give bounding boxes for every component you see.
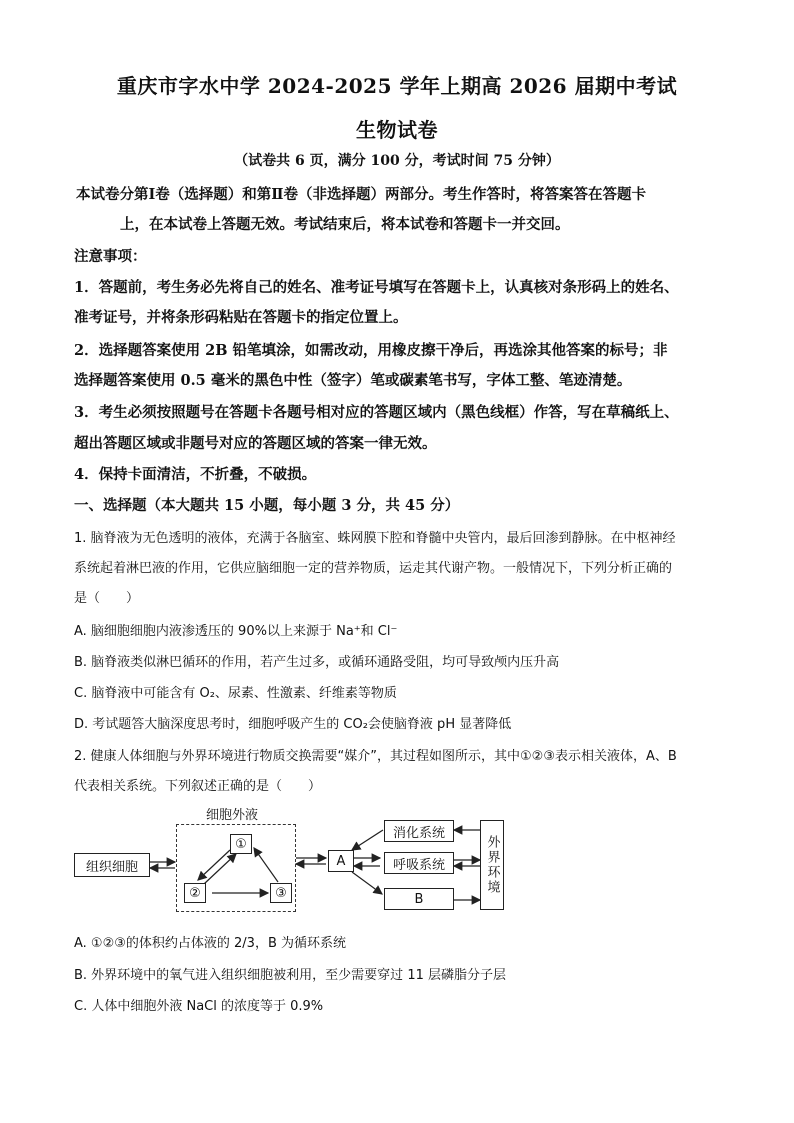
q1-option-d: D. 考试题答大脑深度思考时，细胞呼吸产生的 CO₂会使脑脊液 pH 显著降低 — [74, 717, 512, 732]
q2-stem-2: 代表相关系统。下列叙述正确的是（ ） — [74, 779, 322, 794]
q2-stem-1: 2. 健康人体细胞与外界环境进行物质交换需要“媒介”，其过程如图所示，其中①②③表示相关液体，A、B — [74, 749, 677, 764]
q1-stem-1: 1. 脑脊液为无色透明的液体，充满于各脑室、蛛网膜下腔和脊髓中央管内，最后回渗到静脉。在中枢神经 — [74, 531, 676, 546]
q1-option-b: B. 脑脊液类似淋巴循环的作用，若产生过多，或循环通路受阻，均可导致颅内压升高 — [74, 655, 560, 670]
section-heading: 一、选择题（本大题共 15 小题，每小题 3 分，共 45 分） — [74, 497, 460, 514]
arrow-digest-to-a — [352, 830, 383, 850]
system-b-box: B — [384, 888, 454, 910]
fluid-3-box: ③ — [270, 883, 292, 903]
system-a-box: A — [328, 850, 354, 872]
fluid-1-box: ① — [230, 834, 252, 854]
note-1b: 准考证号，并将条形码粘贴在答题卡的指定位置上。 — [74, 309, 408, 326]
note-4: 4．保持卡面清洁，不折叠，不破损。 — [74, 466, 317, 483]
q1-stem-2: 系统起着淋巴液的作用，它供应脑细胞一定的营养物质，运走其代谢产物。一般情况下，下列分析正确的 — [74, 561, 673, 576]
q1-option-c: C. 脑脊液中可能含有 O₂、尿素、性激素、纤维素等物质 — [74, 686, 397, 701]
digestive-system-box: 消化系统 — [384, 820, 454, 842]
exam-info: （试卷共 6 页，满分 100 分，考试时间 75 分钟） — [234, 153, 560, 169]
respiratory-system-box: 呼吸系统 — [384, 852, 454, 874]
ecf-label: 细胞外液 — [206, 808, 259, 823]
q2-option-c: C. 人体中细胞外液 NaCl 的浓度等于 0.9% — [74, 999, 324, 1014]
q2-option-b: B. 外界环境中的氧气进入组织细胞被利用，至少需要穿过 11 层磷脂分子层 — [74, 968, 506, 983]
note-1a: 1．答题前，考生务必先将自己的姓名、准考证号填写在答题卡上，认真核对条形码上的姓名、 — [74, 279, 679, 296]
intro-line-2: 上，在本试卷上答题无效。考试结束后，将本试卷和答题卡一并交回。 — [120, 216, 570, 233]
q1-stem-3: 是（ ） — [74, 591, 140, 606]
note-2b: 选择题答案使用 0.5 毫米的黑色中性（签字）笔或碳素笔书写，字体工整、笔迹清楚。 — [74, 372, 632, 389]
exchange-diagram — [60, 800, 520, 920]
note-3b: 超出答题区域或非题号对应的答题区域的答案一律无效。 — [74, 435, 437, 452]
q1-option-a: A. 脑细胞细胞内液渗透压的 90%以上来源于 Na⁺和 Cl⁻ — [74, 624, 398, 639]
external-environment-box: 外界环境 — [480, 820, 504, 910]
fluid-2-box: ② — [184, 883, 206, 903]
tissue-cell-box: 组织细胞 — [74, 853, 150, 877]
note-3a: 3．考生必须按照题号在答题卡各题号相对应的答题区域内（黑色线框）作答，写在草稿纸上、 — [74, 404, 679, 421]
arrow-a-to-b — [352, 872, 382, 894]
notes-heading: 注意事项： — [74, 248, 147, 265]
subject-title: 生物试卷 — [356, 118, 438, 142]
q2-option-a: A. ①②③的体积约占体液的 2/3，B 为循环系统 — [74, 936, 346, 951]
note-2a: 2．选择题答案使用 2B 铅笔填涂，如需改动，用橡皮擦干净后，再选涂其他答案的标号；非 — [74, 342, 668, 359]
intro-line-1: 本试卷分第Ⅰ卷（选择题）和第Ⅱ卷（非选择题）两部分。考生作答时，将答案答在答题卡 — [76, 186, 646, 203]
exam-title: 重庆市字水中学 2024-2025 学年上期高 2026 届期中考试 — [116, 74, 678, 98]
